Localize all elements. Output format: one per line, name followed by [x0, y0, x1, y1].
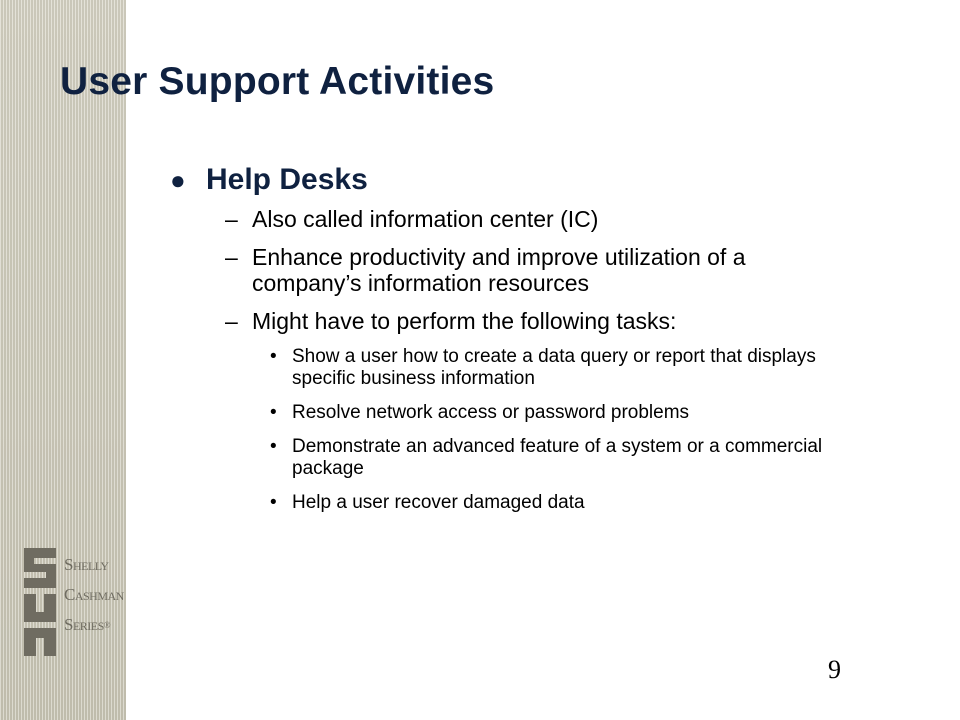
logo-wordmark	[64, 550, 126, 640]
bullet-icon: •	[270, 436, 277, 457]
dash-icon: –	[225, 308, 238, 334]
slide-title: User Support Activities	[60, 60, 495, 103]
item-text: Might have to perform the following tasks:	[252, 308, 677, 334]
bullet-icon: •	[270, 402, 277, 423]
logo-line-shelly: Shelly	[64, 555, 109, 574]
item-text: Enhance productivity and improve utilization of a company’s information resources	[252, 244, 746, 296]
slide-content	[170, 160, 890, 526]
bullet-level3	[170, 402, 862, 424]
bullet-level2	[170, 206, 772, 232]
bullet-level2	[170, 308, 772, 334]
dash-icon: –	[225, 244, 238, 270]
bullet-dot-icon: ●	[170, 165, 186, 195]
item-text: Also called information center (IC)	[252, 206, 599, 232]
bullet-level3	[170, 492, 862, 514]
logo-line-cashman: Cashman	[64, 585, 124, 604]
bullet-level3	[170, 346, 862, 390]
task-text: Help a user recover damaged data	[292, 492, 585, 513]
task-text: Demonstrate an advanced feature of a system or a commercial package	[292, 436, 823, 479]
task-text: Resolve network access or password problems	[292, 402, 690, 423]
bullet-level1	[170, 160, 890, 200]
shelly-cashman-logo-icon	[20, 546, 60, 658]
bullet-icon: •	[270, 346, 277, 367]
logo-line-series: Series®	[64, 615, 111, 634]
bullet-level3	[170, 436, 862, 480]
dash-icon: –	[225, 206, 238, 232]
bullet-icon: •	[270, 492, 277, 513]
page-number: 9	[828, 655, 841, 684]
heading-help-desks: Help Desks	[206, 163, 368, 196]
sidebar-band	[0, 0, 126, 720]
bullet-level2	[170, 244, 772, 296]
task-text: Show a user how to create a data query or report that displays specific business information	[292, 346, 816, 389]
